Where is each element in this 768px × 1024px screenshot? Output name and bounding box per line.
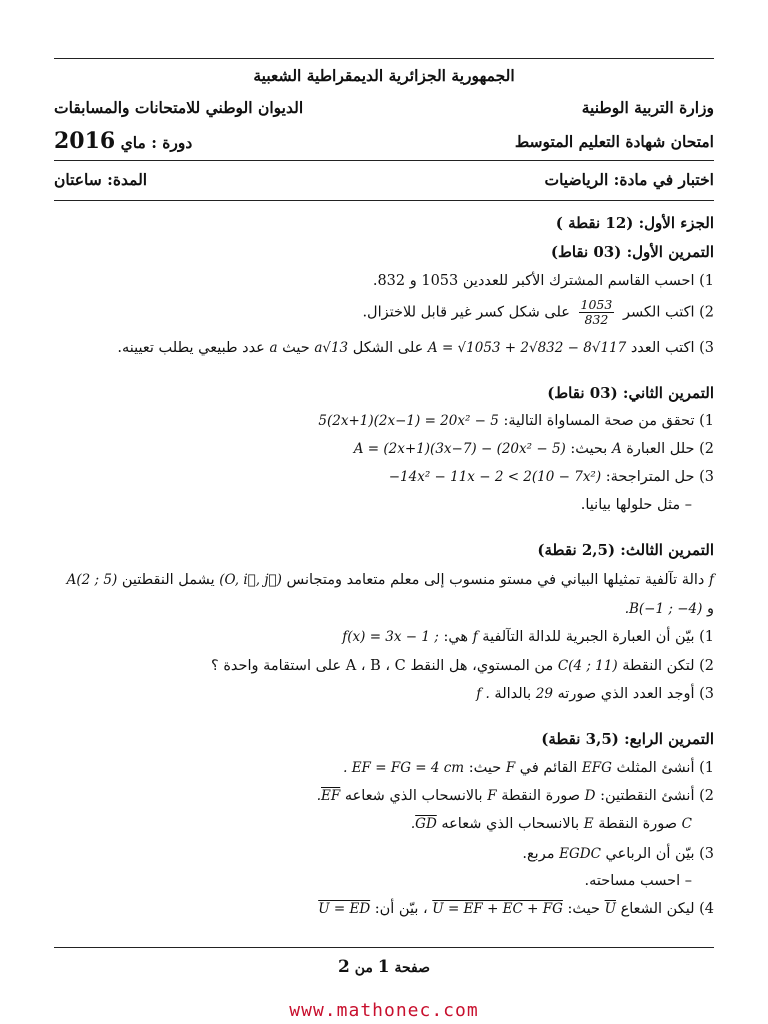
ex2-q2: 2) حلل العبارة A بحيث: A = (2x+1)(3x−7) − (20x² − 5) — [353, 441, 714, 457]
republic-title: الجمهورية الجزائرية الديمقراطية الشعبية — [253, 66, 515, 85]
session-year: 2016 — [54, 128, 116, 154]
office-name: الديوان الوطني للامتحانات والمسابقات — [54, 98, 304, 117]
vector-result: U = ED — [318, 901, 371, 917]
ex4-title: التمرين الرابع: (3,5 نقطة) — [541, 730, 714, 748]
ex3-title: التمرين الثالث: (2,5 نقطة) — [537, 541, 714, 559]
ex1-q1: 1) احسب القاسم المشترك الأكبر للعددين 1053 و 832. — [372, 273, 714, 289]
ex4-q2-line2: C صورة النقطة E بالانسحاب الذي شعاعه $\overline{GD}$. — [410, 816, 692, 832]
ex3-q1: 1) بيّن أن العبارة الجبرية للدالة التآلفية f هي: f(x) = 3x − 1 ; — [342, 629, 714, 645]
ex2-q3: 3) حل المتراجحة: −14x² − 11x − 2 < 2(10 − 7x²) — [388, 469, 714, 485]
ex2-title: التمرين الثاني: (03 نقاط) — [547, 384, 714, 402]
ex4-q1: 1) أنشئ المثلث EFG القائم في F حيث: . EF = FG = 4 cm — [343, 760, 714, 776]
vector-sum: U = EF + EC + FG — [432, 901, 563, 917]
ex4-q2: 2) أنشئ النقطتين: D صورة النقطة F بالانسحاب الذي شعاعه $\overline{EF}$. — [316, 788, 714, 804]
ex2-q3-sub: – مثل حلولها بيانيا. — [580, 497, 692, 513]
ex3-q2: 2) لتكن النقطة C(4 ; 11) من المستوي، هل النقط A ، B ، C على استقامة واحدة ؟ — [211, 658, 714, 674]
ex4-q4: 4) ليكن الشعاع $\overline{U}$ حيث: U = EF + EC + FG ، بيّن أن: U = ED — [318, 901, 714, 917]
ex4-q3-sub: – احسب مساحته. — [584, 873, 692, 889]
duration-line: المدة: ساعتان — [54, 170, 148, 189]
ex3-q3: 3) أوجد العدد الذي صورته 29 بالدالة f . — [476, 686, 714, 702]
top-rule — [54, 58, 714, 59]
ministry-name: وزارة التربية الوطنية — [581, 98, 714, 117]
ex1-q2: 2) اكتب الكسر $\frac{1053}{832}$ على شكل كسر غير قابل للاختزال. — [362, 297, 714, 327]
subject-divider — [54, 200, 714, 201]
ex4-q3: 3) بيّن أن الرباعي EGDC مربع. — [522, 846, 714, 862]
part1-title: الجزء الأول: (12 نقطة ) — [555, 214, 714, 232]
header-divider — [54, 160, 714, 161]
ex1-title: التمرين الأول: (03 نقاط) — [550, 243, 714, 261]
session-label: دورة : ماي — [120, 133, 193, 152]
page-number: صفحة 1 من 2 — [338, 957, 430, 977]
footer-rule — [54, 947, 714, 948]
session-info — [54, 128, 192, 154]
ex1-q3: 3) اكتب العدد A = √1053 + 2√832 − 8√117 على الشكل a√13 حيث a عدد طبيعي يطلب تعيينه. — [117, 340, 714, 356]
vector-ef: $\overline{EF}$ — [321, 788, 341, 804]
watermark-link[interactable]: www.mathonec.com — [289, 1000, 479, 1021]
vector-gd: $\overline{GD}$ — [415, 816, 437, 832]
exam-name: امتحان شهادة التعليم المتوسط — [514, 132, 714, 151]
ex3-intro2: و .B(−1 ; −4) — [624, 601, 714, 617]
subject-line: اختبار في مادة: الرياضيات — [544, 170, 714, 189]
ex3-intro: f دالة تآلفية تمثيلها البياني في مستو منسوب إلى معلم متعامد ومتجانس (O, i⃗, j⃗) يشمل النقطتين A(2 ; 5) — [66, 572, 714, 588]
fraction: $\frac{1053}{832}$ — [580, 297, 613, 327]
ex2-q1: 1) تحقق من صحة المساواة التالية: 5(2x+1)(2x−1) = 20x² − 5 — [318, 413, 714, 429]
